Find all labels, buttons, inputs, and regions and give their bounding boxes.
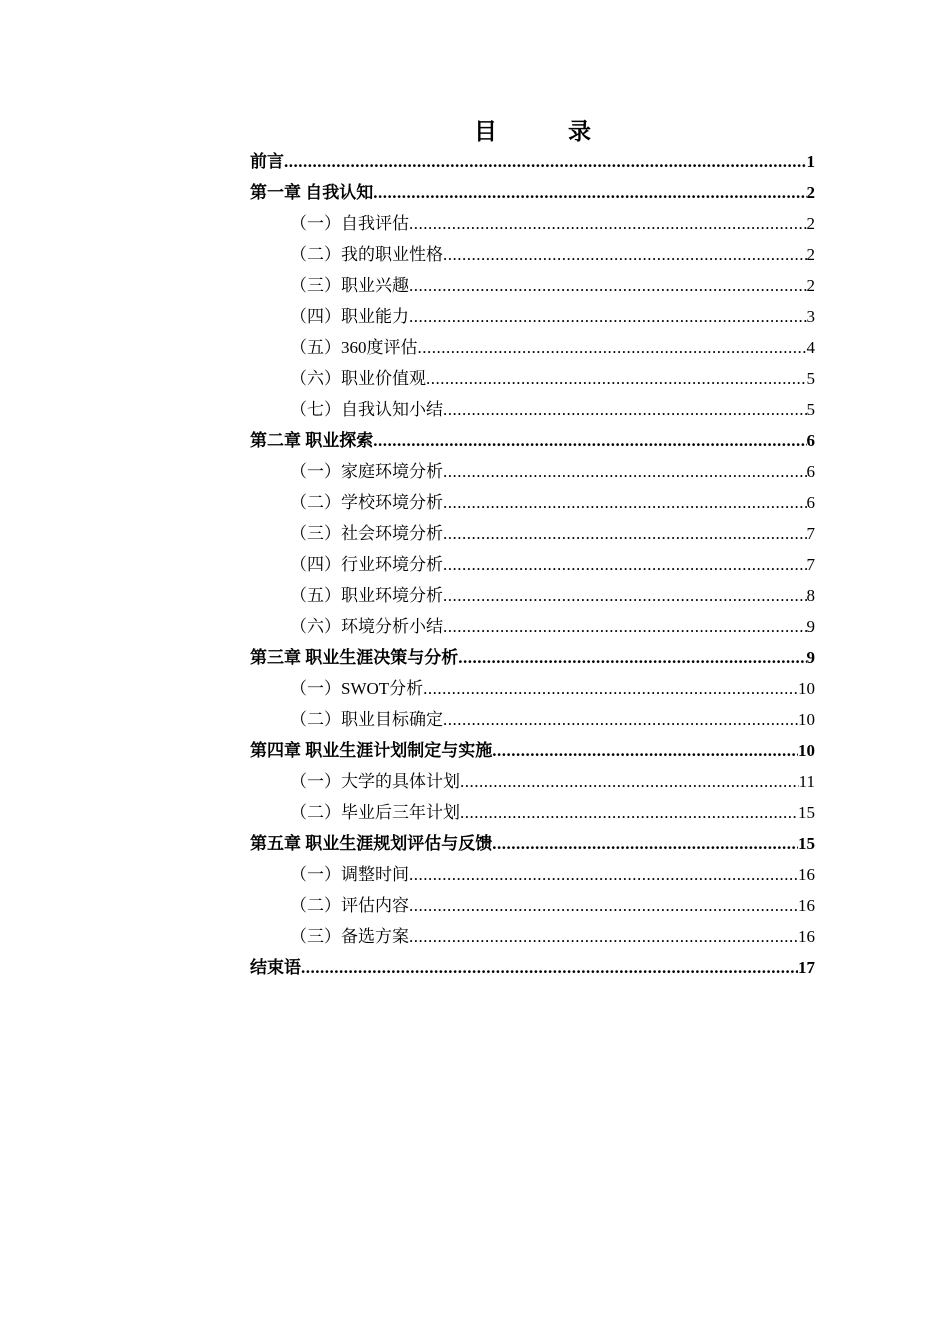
- dot-leader: [443, 704, 798, 735]
- toc-chapter-entry[interactable]: [250, 177, 815, 208]
- toc-section-entry[interactable]: [250, 859, 815, 890]
- dot-leader: [443, 611, 807, 642]
- toc-entry-page-number: 6: [806, 462, 815, 481]
- toc-section-entry[interactable]: [250, 921, 815, 952]
- toc-chapter-entry[interactable]: [250, 828, 815, 859]
- toc-entry-page-number: 4: [806, 338, 815, 357]
- toc-entry-label: （一）家庭环境分析: [290, 462, 443, 481]
- toc-entry-page-number: 17: [798, 958, 815, 977]
- toc-entry-page-number: 9: [806, 617, 815, 636]
- toc-entry-label: （七）自我认知小结: [290, 400, 443, 419]
- toc-entry-page-number: 16: [798, 927, 815, 946]
- dot-leader: [460, 766, 799, 797]
- toc-entry-page-number: 16: [798, 865, 815, 884]
- dot-leader: [284, 146, 807, 177]
- toc-entry-label: 第五章 职业生涯规划评估与反馈: [250, 834, 493, 853]
- dot-leader: [409, 921, 798, 952]
- toc-entry-page-number: 9: [806, 648, 815, 667]
- toc-entry-label: （六）职业价值观: [290, 369, 426, 388]
- toc-chapter-entry[interactable]: [250, 642, 815, 673]
- toc-chapter-entry[interactable]: [250, 735, 815, 766]
- dot-leader: [409, 208, 807, 239]
- page-title: 目 录: [474, 119, 615, 144]
- toc-section-entry[interactable]: [250, 580, 815, 611]
- toc-entry-label: （四）职业能力: [290, 307, 409, 326]
- toc-entry-label: （二）学校环境分析: [290, 493, 443, 512]
- toc-entry-label: （二）毕业后三年计划: [290, 803, 460, 822]
- dot-leader: [409, 890, 798, 921]
- toc-section-entry[interactable]: [250, 704, 815, 735]
- dot-leader: [458, 642, 806, 673]
- toc-entry-page-number: 5: [806, 400, 815, 419]
- toc-chapter-entry[interactable]: [250, 952, 815, 983]
- toc-section-entry[interactable]: [250, 549, 815, 580]
- toc-entry-page-number: 7: [806, 524, 815, 543]
- toc-entry-page-number: 15: [798, 834, 815, 853]
- dot-leader: [301, 952, 798, 983]
- toc-entry-label: 第四章 职业生涯计划制定与实施: [250, 741, 493, 760]
- toc-section-entry[interactable]: [250, 208, 815, 239]
- toc-entry-page-number: 2: [806, 183, 815, 202]
- dot-leader: [460, 797, 798, 828]
- toc-section-entry[interactable]: [250, 363, 815, 394]
- toc-entry-label: 第二章 职业探索: [250, 431, 374, 450]
- toc-section-entry[interactable]: [250, 611, 815, 642]
- toc-entry-page-number: 3: [806, 307, 815, 326]
- dot-leader: [373, 177, 806, 208]
- toc-chapter-entry[interactable]: [250, 425, 815, 456]
- dot-leader: [443, 487, 807, 518]
- toc-entry-label: （二）职业目标确定: [290, 710, 443, 729]
- toc-entry-label: （一）自我评估: [290, 214, 409, 233]
- toc-entry-page-number: 10: [798, 710, 815, 729]
- toc-entry-page-number: 16: [798, 896, 815, 915]
- toc-entry-label: （六）环境分析小结: [290, 617, 443, 636]
- dot-leader: [443, 518, 807, 549]
- dot-leader: [373, 425, 806, 456]
- toc-section-entry[interactable]: [250, 797, 815, 828]
- toc-section-entry[interactable]: [250, 456, 815, 487]
- dot-leader: [418, 332, 807, 363]
- toc-entry-label: （三）职业兴趣: [290, 276, 409, 295]
- toc-entry-label: 第三章 职业生涯决策与分析: [250, 648, 459, 667]
- toc-entry-page-number: 10: [798, 741, 815, 760]
- toc-chapter-entry[interactable]: [250, 146, 815, 177]
- toc-entry-label: 结束语: [250, 958, 301, 977]
- toc-entry-label: （二）评估内容: [290, 896, 409, 915]
- dot-leader: [443, 394, 807, 425]
- toc-section-entry[interactable]: [250, 487, 815, 518]
- toc-entry-label: （五）职业环境分析: [290, 586, 443, 605]
- toc-entry-page-number: 1: [806, 152, 815, 171]
- toc-entry-label: （五）360度评估: [290, 338, 418, 357]
- toc-entry-label: 前言: [250, 152, 284, 171]
- toc-entry-page-number: 6: [806, 431, 815, 450]
- toc-entry-label: （一）大学的具体计划: [290, 772, 460, 791]
- dot-leader: [426, 363, 807, 394]
- toc-entry-page-number: 2: [806, 245, 815, 264]
- dot-leader: [409, 301, 807, 332]
- toc-section-entry[interactable]: [250, 518, 815, 549]
- dot-leader: [492, 828, 798, 859]
- dot-leader: [443, 239, 807, 270]
- toc-section-entry[interactable]: [250, 766, 815, 797]
- toc-entry-label: （四）行业环境分析: [290, 555, 443, 574]
- toc-section-entry[interactable]: [250, 890, 815, 921]
- toc-entry-page-number: 15: [798, 803, 815, 822]
- table-of-contents: [250, 146, 815, 983]
- toc-section-entry[interactable]: [250, 270, 815, 301]
- toc-entry-label: （二）我的职业性格: [290, 245, 443, 264]
- toc-entry-label: （一）调整时间: [290, 865, 409, 884]
- dot-leader: [443, 580, 807, 611]
- toc-entry-page-number: 10: [798, 679, 815, 698]
- dot-leader: [492, 735, 798, 766]
- toc-entry-page-number: 6: [806, 493, 815, 512]
- dot-leader: [423, 673, 798, 704]
- toc-section-entry[interactable]: [250, 239, 815, 270]
- toc-entry-label: 第一章 自我认知: [250, 183, 374, 202]
- dot-leader: [443, 549, 807, 580]
- toc-entry-page-number: 8: [806, 586, 815, 605]
- toc-entry-page-number: 5: [806, 369, 815, 388]
- toc-entry-page-number: 7: [806, 555, 815, 574]
- toc-entry-page-number: 2: [806, 276, 815, 295]
- dot-leader: [443, 456, 807, 487]
- toc-section-entry[interactable]: [250, 673, 815, 704]
- toc-section-entry[interactable]: [250, 394, 815, 425]
- toc-entry-page-number: 11: [798, 772, 815, 791]
- toc-section-entry[interactable]: [250, 332, 815, 363]
- toc-entry-label: （三）社会环境分析: [290, 524, 443, 543]
- toc-entry-label: （一）SWOT分析: [290, 679, 424, 698]
- toc-entry-page-number: 2: [806, 214, 815, 233]
- toc-entry-label: （三）备选方案: [290, 927, 409, 946]
- toc-section-entry[interactable]: [250, 301, 815, 332]
- dot-leader: [409, 859, 798, 890]
- dot-leader: [409, 270, 807, 301]
